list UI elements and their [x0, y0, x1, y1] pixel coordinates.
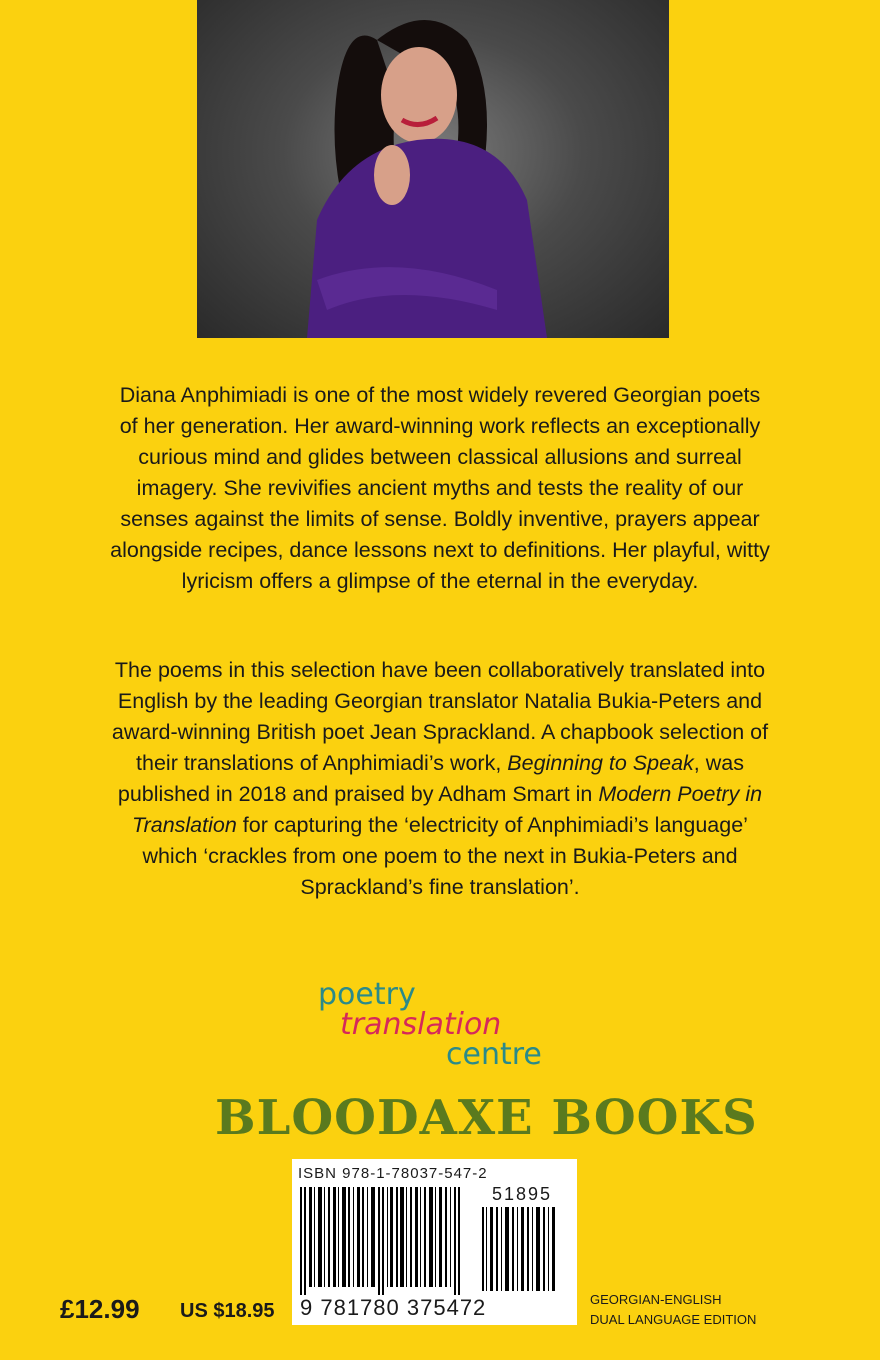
price-gbp: £12.99	[60, 1294, 140, 1324]
logo-line-translation: translation	[340, 1007, 502, 1042]
price-us: US $18.95	[180, 1300, 275, 1322]
isbn-label: ISBN 978-1-78037-547-2	[298, 1165, 488, 1182]
author-photo-illustration	[197, 0, 669, 338]
translation-text-a: The poems in this selection have been collaboratively translated into English by the leading Georgian translator Natalia Bukia-Peters and award-winning British poet Jean Sprackland. A chapbook selection of their translations of Anphimiadi’s work,	[111, 658, 769, 775]
author-photo	[197, 0, 669, 338]
price-code-barcode	[482, 1207, 562, 1291]
barcode-panel	[292, 1159, 577, 1325]
publisher-logo: BLOODAXE BOOKS	[215, 1090, 758, 1146]
chapbook-title: Beginning to Speak	[507, 751, 694, 775]
edition-line-2: DUAL LANGUAGE EDITION	[590, 1312, 757, 1327]
translation-text-b: , was published in 2018 and praised by Adham Smart in	[117, 751, 744, 806]
edition-line-1: GEORGIAN-ENGLISH	[590, 1292, 722, 1307]
poetry-translation-centre-logo	[318, 977, 542, 1072]
logo-line-centre: centre	[446, 1037, 542, 1072]
magazine-title: Modern Poetry in Translation	[132, 782, 763, 837]
barcode-number: 9 781780 375472	[300, 1295, 487, 1320]
price-code-label: 51895	[492, 1184, 553, 1204]
translation-text-c: for capturing the ‘electricity of Anphimiadi’s language’ which ‘crackles from one poem to the next in Bukia-Peters and Sprackland’s fine translation’.	[142, 813, 748, 899]
logo-line-poetry: poetry	[318, 977, 416, 1012]
ean-barcode	[300, 1187, 480, 1295]
translation-paragraph	[110, 655, 770, 903]
author-bio-paragraph: Diana Anphimiadi is one of the most widely revered Georgian poets of her generation. Her award-winning work reflects an exceptionally curious mind and glides between classical allusions and surreal imagery. She revivifies ancient myths and tests the reality of our senses against the limits of sense. Boldly inventive, prayers appear alongside recipes, dance lessons next to definitions. Her playful, witty lyricism offers a glimpse of the eternal in the everyday.	[110, 383, 770, 593]
edition-label	[590, 1290, 756, 1330]
